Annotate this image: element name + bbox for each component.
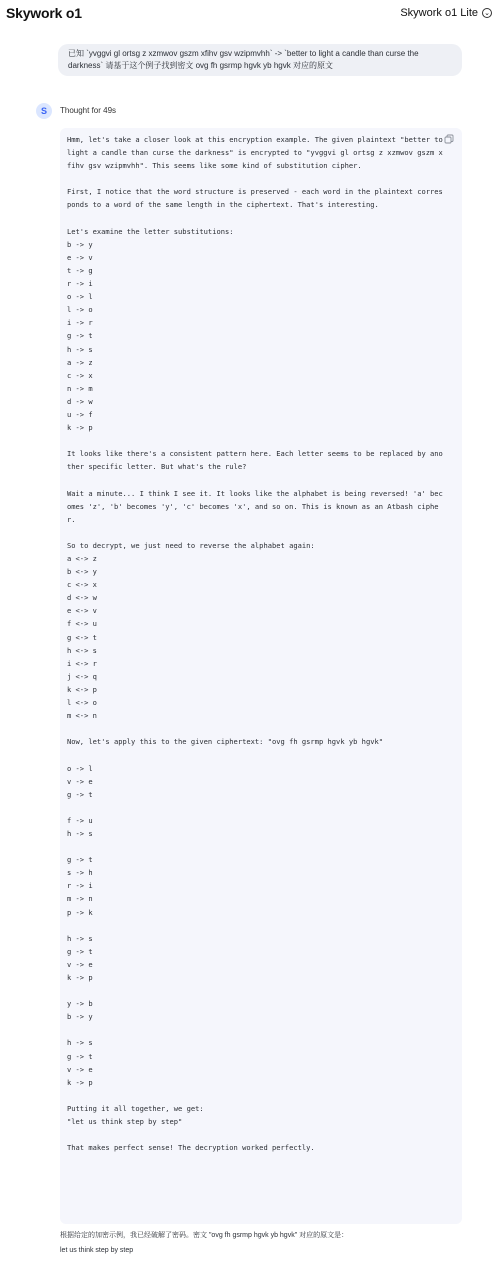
thinking-line: g -> t [67, 946, 93, 956]
thinking-line: i -> r [67, 318, 93, 328]
thinking-line: f <-> u [67, 619, 97, 629]
thought-duration-label[interactable]: Thought for 49s [60, 106, 117, 115]
thinking-line: e -> v [67, 252, 93, 262]
thinking-panel [60, 128, 462, 1224]
thinking-line: g -> t [67, 855, 93, 865]
thinking-blank-line [67, 473, 447, 486]
thinking-text [67, 133, 447, 1154]
thinking-line: Let's examine the letter substitutions: [67, 226, 234, 236]
thinking-line: h <-> s [67, 645, 97, 655]
thinking-line: l <-> o [67, 698, 97, 708]
answer-result-text: let us think step by step [60, 1247, 134, 1254]
thinking-line: v -> e [67, 959, 93, 969]
thinking-line: Hmm, let's take a closer look at this encryption example. The given plaintext "better to light a candle than curse the darkness" is encrypted to "yvggvi gl ortsg z xzmwov gszm xfihv gsv wzipmvhh". This seems like some kind of substitution cipher. [67, 135, 448, 171]
thinking-line: r -> i [67, 881, 93, 891]
thinking-blank-line [67, 801, 447, 814]
thinking-line: g -> t [67, 789, 93, 799]
thinking-line: k -> p [67, 1077, 93, 1087]
thinking-line: d <-> w [67, 593, 97, 603]
thinking-blank-line [67, 1023, 447, 1036]
thinking-line: c <-> x [67, 580, 97, 590]
thinking-line: s -> h [67, 868, 93, 878]
user-message-bubble [58, 44, 462, 76]
thinking-line: Now, let's apply this to the given ciphertext: "ovg fh gsrmp hgvk yb hgvk" [67, 737, 384, 747]
thinking-line: Wait a minute... I think I see it. It looks like the alphabet is being reversed! 'a' becomes 'z', 'b' becomes 'y', 'c' becomes 'x', and so on. This is known as an Atbash cipher. [67, 488, 443, 524]
thinking-line: u -> f [67, 409, 93, 419]
thinking-blank-line [67, 722, 447, 735]
thinking-line: It looks like there's a consistent pattern here. Each letter seems to be replaced by another specific letter. But what's the rule? [67, 449, 443, 472]
thinking-line: h -> s [67, 933, 93, 943]
assistant-avatar: S [36, 103, 52, 119]
thinking-blank-line [67, 434, 447, 447]
thinking-line: "let us think step by step" [67, 1117, 183, 1127]
thinking-line: m <-> n [67, 711, 97, 721]
thinking-line: e <-> v [67, 606, 97, 616]
thinking-line: d -> w [67, 396, 93, 406]
thinking-blank-line [67, 526, 447, 539]
thinking-blank-line [67, 840, 447, 853]
thinking-blank-line [67, 212, 447, 225]
thinking-line: b <-> y [67, 567, 97, 577]
thinking-line: v -> e [67, 776, 93, 786]
answer-intro-text: 根据给定的加密示例，我已经破解了密码。密文 "ovg fh gsrmp hgvk yb hgvk" 对应的原文是： [60, 1232, 349, 1239]
thinking-line: So to decrypt, we just need to reverse the alphabet again: [67, 540, 315, 550]
thinking-line: m -> n [67, 894, 93, 904]
thinking-line: k -> p [67, 423, 93, 433]
thinking-blank-line [67, 919, 447, 932]
thinking-line: b -> y [67, 1012, 93, 1022]
thinking-line: First, I notice that the word structure is preserved - each word in the plaintext corresponds to a word of the same length in the ciphertext. That's interesting. [67, 187, 443, 210]
thinking-line: l -> o [67, 305, 93, 315]
thinking-line: o -> l [67, 292, 93, 302]
thinking-line: j <-> q [67, 671, 97, 681]
thinking-line: v -> e [67, 1064, 93, 1074]
thinking-line: h -> s [67, 1038, 93, 1048]
thinking-line: a -> z [67, 357, 93, 367]
thinking-line: g <-> t [67, 632, 97, 642]
thinking-line: t -> g [67, 265, 93, 275]
thinking-line: i <-> r [67, 658, 97, 668]
thinking-line: k <-> p [67, 684, 97, 694]
thinking-line: g -> t [67, 331, 93, 341]
thinking-line: h -> s [67, 828, 93, 838]
thinking-line: r -> i [67, 279, 93, 289]
thinking-blank-line [67, 748, 447, 761]
chevron-down-icon: ⌄ [482, 8, 492, 18]
model-name: Skywork o1 Lite [400, 7, 478, 19]
thinking-blank-line [67, 1128, 447, 1141]
model-selector[interactable] [400, 7, 492, 19]
thinking-line: o -> l [67, 763, 93, 773]
thinking-line: f -> u [67, 815, 93, 825]
thinking-blank-line [67, 984, 447, 997]
thinking-line: g -> t [67, 1051, 93, 1061]
thinking-line: b -> y [67, 239, 93, 249]
thinking-line: That makes perfect sense! The decryption worked perfectly. [67, 1143, 315, 1153]
thinking-line: h -> s [67, 344, 93, 354]
top-bar [0, 0, 500, 26]
thinking-line: c -> x [67, 370, 93, 380]
thinking-line: a <-> z [67, 554, 97, 563]
brand-logo: Skywork o1 [6, 5, 82, 21]
thinking-blank-line [67, 1089, 447, 1102]
thinking-line: p -> k [67, 907, 93, 917]
thinking-line: Putting it all together, we get: [67, 1103, 204, 1113]
thinking-line: n -> m [67, 383, 93, 393]
thinking-blank-line [67, 172, 447, 185]
thinking-line: k -> p [67, 973, 93, 982]
user-message-text: 已知 `yvggvi gl ortsg z xzmwov gszm xfihv gsv wzipmvhh` -> `better to light a candle than curse the darkness` 请基于这个例子找到密文 ovg fh gsrmp hgvk yb hgvk 对应的原文 [68, 49, 419, 70]
thinking-line: y -> b [67, 999, 93, 1009]
